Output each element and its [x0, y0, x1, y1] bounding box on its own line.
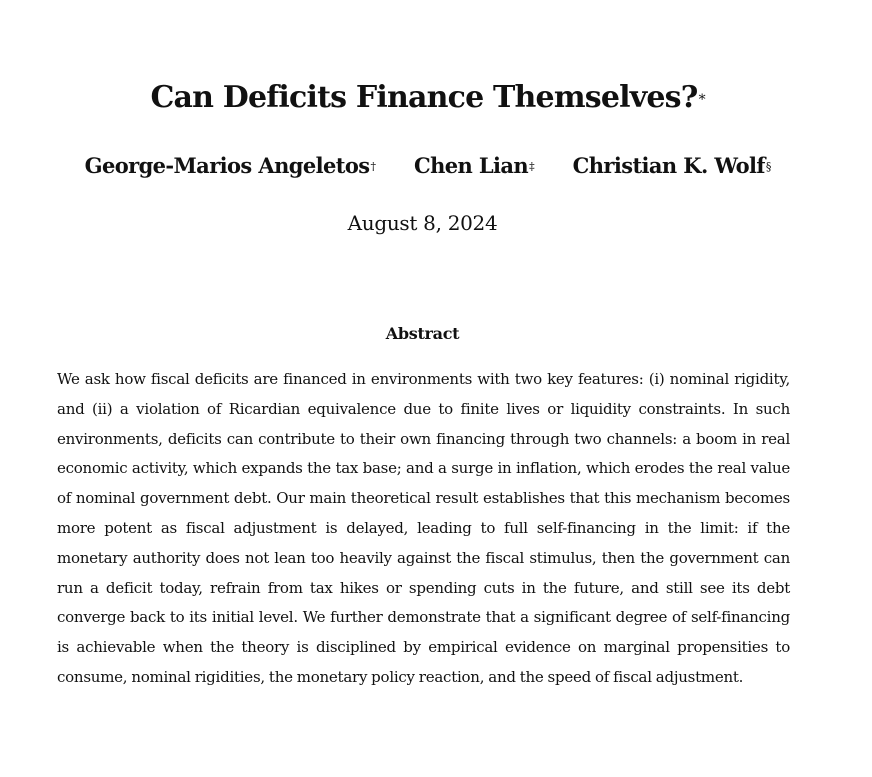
paper-title-text: Can Deficits Finance Themselves? — [150, 80, 698, 115]
author-list — [0, 150, 856, 182]
abstract-body: We ask how fiscal deficits are financed in environments with two key features: (i) nominal rigidity, and (ii) a violation of Ricardian equivalence due to finite lives or liquidity constraints. In such environments, deficits can contribute to their own financing through two channels: a boom in real economic activity, which expands the tax base; and a surge in inflation, which erodes the real value of nominal government debt. Our main theoretical result establishes that this mechanism becomes more potent as fiscal adjustment is delayed, leading to full self-financing in the limit: if the monetary authority does not lean too heavily against the fiscal stimulus, then the government can run a deficit today, refrain from tax hikes or spending cuts in the future, and still see its debt converge back to its initial level. We further demonstrate that a significant degree of self-financing is achievable when the theory is disciplined by empirical evidence on marginal propensities to consume, nominal rigidities, the monetary policy reaction, and the speed of fiscal adjustment. — [57, 370, 790, 686]
author-lian — [414, 150, 535, 182]
author-name: Chen Lian — [413, 153, 529, 178]
abstract-heading: Abstract — [385, 324, 460, 343]
author-name: Christian K. Wolf — [572, 153, 765, 178]
author-angeletos — [85, 150, 376, 182]
author-footnote-mark: § — [765, 160, 772, 173]
author-wolf — [573, 150, 772, 182]
title-footnote-mark: * — [698, 92, 706, 108]
author-footnote-mark: † — [370, 160, 376, 173]
author-name: George-Marios Angeletos — [84, 153, 370, 178]
paper-title — [0, 78, 856, 118]
paper-date: August 8, 2024 — [347, 211, 498, 235]
author-footnote-mark: ‡ — [529, 160, 535, 173]
